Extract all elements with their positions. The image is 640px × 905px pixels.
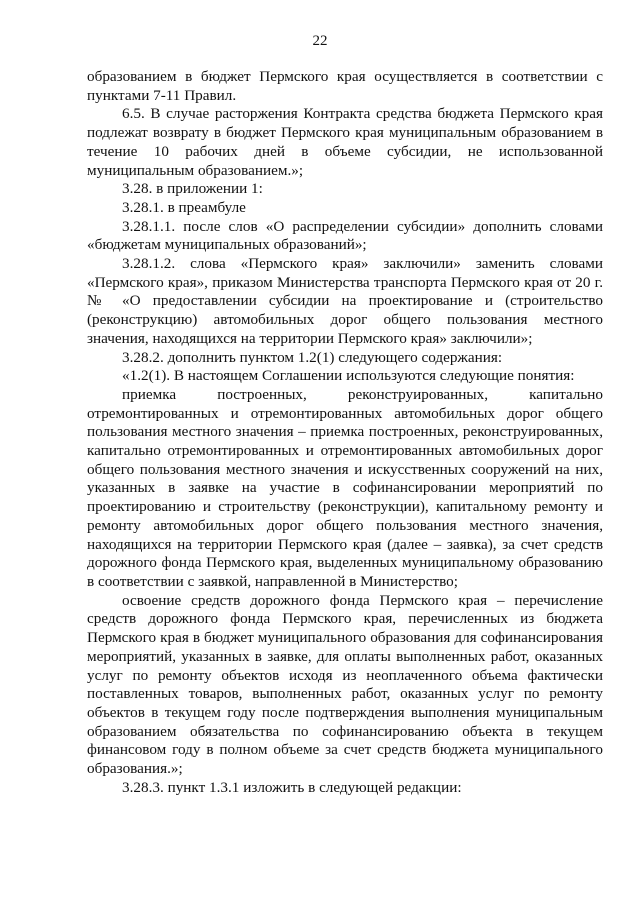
paragraph-3-28-1-1: 3.28.1.1. после слов «О распределении субсидии» дополнить словами «бюджетам муниципальных образований»; <box>87 217 603 254</box>
document-body <box>87 68 603 797</box>
paragraph-3-28-1-2: 3.28.1.2. слова «Пермского края» заключили» заменить словами «Пермского края», приказом Министерства транспорта Пермского края от 20 г. № «О предоставлении субсидии на проектирование и (строительство (реконструкцию) автомобильных дорог общего пользования местного значения, находящихся на территории Пермского края» заключили»; <box>87 255 603 347</box>
paragraph-3-28-2: 3.28.2. дополнить пунктом 1.2(1) следующего содержания: <box>122 348 503 366</box>
definition-acceptance: приемка построенных, реконструированных, капитально отремонтированных и отремонтированных автомобильных дорог общего пользования местного значения – приемка построенных, реконструированных, капитально отремонтированных и отремонтированных автомобильных дорог общего пользования местного значения и искусственных сооружений на них, указанных в заявке на участие в софинансировании мероприятий по проектированию и строительству (реконструкции), капитальному ремонту и ремонту автомобильных дорог общего пользования местного значения, находящихся на территории Пермского края (далее – заявка), за счет средств дорожного фонда Пермского края, выделенных муниципальному образованию в соответствии с заявкой, направленной в Министерство; <box>87 385 603 590</box>
paragraph-continuation: образованием в бюджет Пермского края осуществляется в соответствии с пунктами 7-11 Правил. <box>87 68 603 104</box>
paragraph-1-2-1: «1.2(1). В настоящем Соглашении используются следующие понятия: <box>122 367 575 385</box>
definition-funds-use: освоение средств дорожного фонда Пермского края – перечисление средств дорожного фонда Пермского края, перечисленных из бюджета Пермского края в бюджет муниципального образования для софинансирования мероприятий, указанных в заявке, для оплаты выполненных работ, оказанных услуг по ремонту объектов исходя из неоплаченного объема фактически поставленных товаров, выполненных работ, оказанных услуг по ремонту объектов в текущем году после подтверждения выполнения муниципальным образованием обязательства по софинансированию объекта в текущем финансовом году в полном объеме за счет средств бюджета муниципального образования.»; <box>87 591 603 778</box>
paragraph-3-28-1: 3.28.1. в преамбуле <box>122 198 246 216</box>
paragraph-3-28-3: 3.28.3. пункт 1.3.1 изложить в следующей редакции: <box>122 778 462 796</box>
paragraph-6-5: 6.5. В случае расторжения Контракта средства бюджета Пермского края подлежат возврату в бюджет Пермского края муниципальным образованием в течение 10 рабочих дней в объеме субсидии, не использованной муниципальным образованием.»; <box>87 105 603 179</box>
paragraph-3-28: 3.28. в приложении 1: <box>122 180 263 198</box>
page-number: 22 <box>312 33 328 49</box>
